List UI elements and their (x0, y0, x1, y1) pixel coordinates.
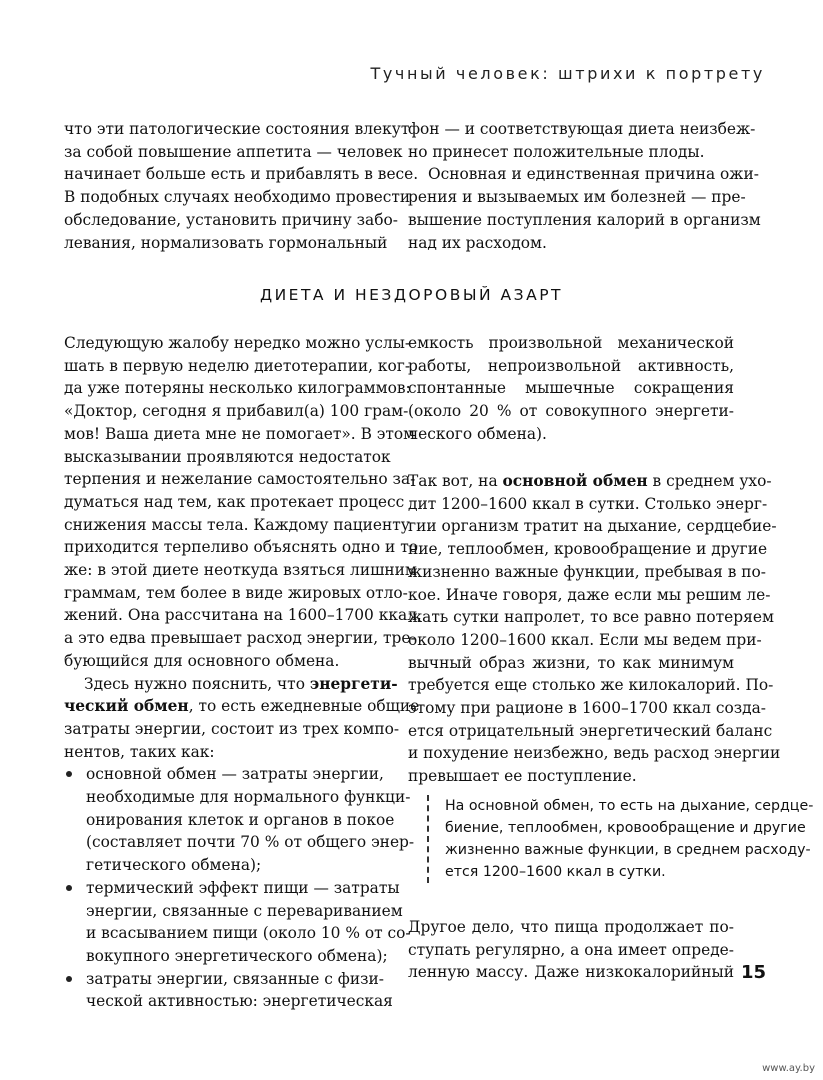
text-line: да уже потеряны несколько килограммов: (64, 379, 411, 398)
text-line: основной обмен — затраты энергии, (86, 765, 384, 784)
top-right-paragraph (408, 118, 761, 254)
text-line: дит 1200–1600 ккал в сутки. Столько энерг- (408, 494, 768, 513)
text-line: вышение поступления калорий в организм (408, 210, 761, 229)
text-line: гии организм тратит на дыхание, сердцебие- (408, 517, 777, 536)
text-line: что эти патологические состояния влекут (64, 120, 410, 138)
text-line: начинает больше есть и прибавлять в весе. (64, 165, 419, 184)
text-line: же: в этой диете неоткуда взяться лишним (64, 561, 417, 580)
text-line: и всасыванием пищи (около 10 % от со- (86, 924, 411, 943)
text-line: «Доктор, сегодня я прибавил(а) 100 грам- (64, 402, 409, 421)
text-line: этому при рационе в 1600–1700 ккал созда- (408, 699, 766, 718)
text-line: онирования клеток и органов в покое (86, 810, 395, 829)
text-run: в среднем ухо- (647, 472, 772, 490)
running-header: Тучный человек: штрихи к портрету (370, 64, 765, 83)
text-line: но принесет положительные плоды. (408, 142, 705, 161)
text-line: терпения и нежелание самостоятельно за- (64, 470, 416, 489)
top-left-paragraph (64, 118, 419, 254)
section-heading: ДИЕТА И НЕЗДОРОВЫЙ АЗАРТ (259, 286, 564, 304)
bullet-icon (66, 976, 72, 982)
text-line: думаться над тем, как протекает процесс (64, 492, 405, 511)
text-line: рения и вызываемых им болезней — пре- (408, 188, 746, 207)
text-line: энергии, связанные с перевариванием (86, 901, 403, 920)
text-line: Другое дело, что пища продолжает по- (408, 918, 734, 936)
text-line: кое. Иначе говоря, даже если мы решим ле- (408, 585, 771, 604)
watermark: www.ay.by (762, 1063, 815, 1074)
term-energy-exchange: энергети- (309, 674, 398, 693)
text-line: приходится терпеливо объяснять одно и то (64, 538, 418, 557)
text-line: (около 20 % от совокупного энергети- (408, 402, 734, 421)
text-line: спонтанные мышечные сокращения (408, 379, 734, 398)
text-run: , то есть ежедневные общие (188, 697, 420, 716)
quote-line: биение, теплообмен, кровообращение и другие (445, 820, 806, 836)
text-line: жать сутки напролет, то все равно потеряем (408, 608, 774, 627)
bullet-icon (66, 885, 72, 891)
text-line: необходимые для нормального функци- (86, 788, 411, 807)
text-line: нентов, таких как: (64, 742, 215, 761)
text-line (64, 695, 420, 718)
text-line: затраты энергии, связанные с физи- (86, 969, 384, 988)
text-line: Следующую жалобу нередко можно услы- (64, 334, 411, 352)
text-line: обследование, установить причину забо- (64, 210, 398, 229)
text-line: а это едва превышает расход энергии, тре- (64, 629, 416, 648)
right-column-top (408, 332, 734, 446)
text-line: В подобных случаях необходимо провести (64, 188, 411, 207)
text-line: термический эффект пищи — затраты (86, 878, 400, 897)
text-line: вычный образ жизни, то как минимум (408, 653, 734, 672)
text-line: снижения массы тела. Каждому пациенту (64, 515, 410, 534)
text-line: ческой активностью: энергетическая (86, 992, 393, 1011)
text-line: вокупного энергетического обмена); (86, 946, 388, 965)
text-line: ние, теплообмен, кровообращение и другие (408, 540, 768, 559)
text-line: над их расходом. (408, 233, 547, 252)
text-line: бующийся для основного обмена. (64, 651, 340, 670)
page-number: 15 (741, 962, 767, 983)
text-line: ческого обмена). (408, 424, 547, 443)
term-basal-metabolism: основной обмен (502, 472, 648, 490)
text-line: левания, нормализовать гормональный (64, 233, 388, 252)
text-line: затраты энергии, состоит из трех компо- (64, 719, 400, 738)
list-item (64, 968, 393, 1013)
text-line: жизненно важные функции, пребывая в по- (408, 562, 766, 581)
right-column-middle (408, 470, 781, 788)
text-line: гетического обмена); (86, 856, 262, 875)
text-line: ленную массу. Даже низкокалорийный (408, 963, 734, 982)
text-line: (составляет почти 70 % от общего энер- (86, 833, 415, 852)
text-run: Здесь нужно пояснить, что (84, 674, 305, 693)
list-item (64, 763, 415, 877)
text-line: работы, непроизвольной активность, (408, 356, 734, 375)
term-energy-exchange: ческий обмен (64, 697, 189, 716)
text-line: емкость произвольной механической (408, 334, 734, 352)
quote-line: ется 1200–1600 ккал в сутки. (445, 864, 666, 880)
quote-line: На основной обмен, то есть на дыхание, сердце- (445, 798, 814, 814)
text-line: высказывании проявляются недостаток (64, 447, 391, 466)
bullet-icon (66, 771, 72, 777)
text-line: и похудение неизбежно, ведь расход энергии (408, 744, 781, 763)
text-line: мов! Ваша диета мне не помогает». В этом (64, 424, 416, 443)
text-line (408, 470, 772, 493)
text-run: Так вот, на (408, 472, 503, 490)
text-line: за собой повышение аппетита — человек (64, 142, 403, 161)
list-item (64, 877, 411, 968)
left-column (64, 332, 422, 1013)
text-line (64, 673, 398, 696)
pull-quote (427, 795, 814, 883)
text-line: превышает ее поступление. (408, 767, 637, 786)
right-column-bottom (408, 916, 734, 984)
text-line: жений. Она рассчитана на 1600–1700 ккал, (64, 606, 422, 625)
text-line: граммам, тем более в виде жировых отло- (64, 583, 408, 602)
text-line: фон — и соответствующая диета неизбеж- (408, 120, 756, 138)
text-line: ступать регулярно, а она имеет опреде- (408, 940, 734, 959)
text-line: Основная и единственная причина ожи- (428, 165, 759, 184)
quote-line: жизненно важные функции, в среднем расходу- (445, 842, 811, 858)
text-line: ется отрицательный энергетический баланс (408, 721, 773, 740)
text-line: требуется еще столько же килокалорий. По- (408, 676, 774, 695)
text-line: около 1200–1600 ккал. Если мы ведем при- (408, 630, 762, 649)
text-line: шать в первую неделю диетотерапии, ког- (64, 356, 411, 375)
